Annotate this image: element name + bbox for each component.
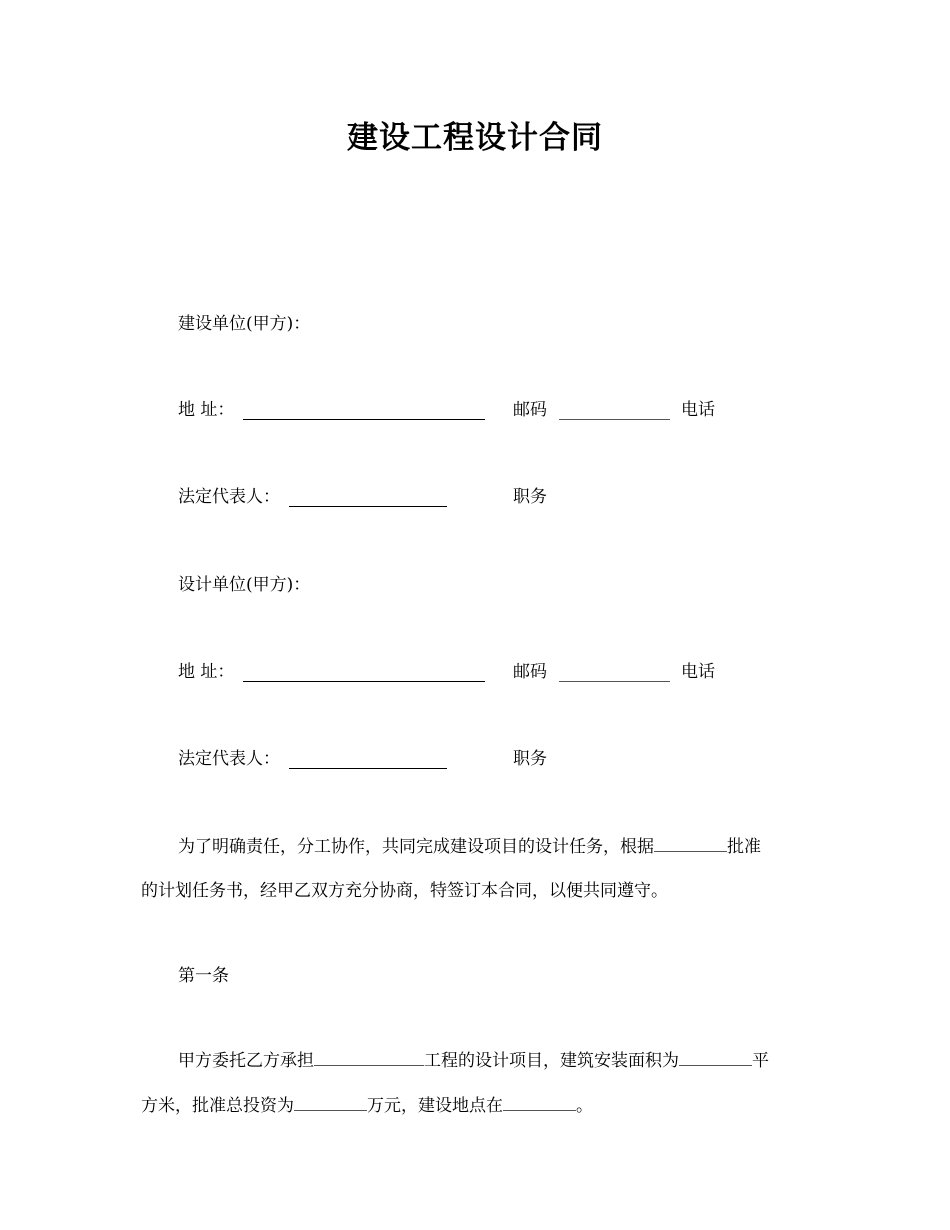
party-a-address-field[interactable] xyxy=(243,403,485,420)
preamble-line-2: 的计划任务书，经甲乙双方充分协商，特签订本合同，以便共同遵守。 xyxy=(141,881,668,901)
party-b-position-label: 职务 xyxy=(513,749,547,769)
party-a-position-label: 职务 xyxy=(513,487,547,507)
party-a-legal-rep-label: 法定代表人： xyxy=(178,487,280,507)
article-1-line-2 xyxy=(141,1094,593,1118)
party-b-address-label: 地 址： xyxy=(178,662,235,682)
total-investment-field[interactable] xyxy=(294,1094,367,1111)
construction-site-field[interactable] xyxy=(503,1094,576,1111)
preamble-line-1 xyxy=(178,835,761,859)
article-1-text-1c: 平 xyxy=(752,1051,769,1071)
party-b-legal-rep-field[interactable] xyxy=(289,752,447,769)
party-b-postcode-label: 邮码 xyxy=(513,662,547,682)
article-1-text-1b: 工程的设计项目，建筑安装面积为 xyxy=(424,1051,679,1071)
article-1-heading: 第一条 xyxy=(178,966,229,986)
party-b-heading: 设计单位(甲方)： xyxy=(178,575,311,595)
document-title: 建设工程设计合同 xyxy=(347,120,603,156)
article-1-text-2a: 方米，批准总投资为 xyxy=(141,1096,294,1116)
party-a-postcode-label: 邮码 xyxy=(513,400,547,420)
party-b-phone-label: 电话 xyxy=(681,662,715,682)
preamble-text-1a: 为了明确责任，分工协作，共同完成建设项目的设计任务，根据 xyxy=(178,837,654,857)
party-b-address-field[interactable] xyxy=(243,665,485,682)
building-area-field[interactable] xyxy=(679,1049,752,1066)
party-a-legal-rep-field[interactable] xyxy=(289,490,447,507)
party-a-address-label: 地 址： xyxy=(178,400,235,420)
article-1-text-2c: 。 xyxy=(576,1096,593,1116)
party-a-address-row xyxy=(178,398,234,422)
party-b-postcode-field[interactable] xyxy=(559,665,670,682)
party-a-heading: 建设单位(甲方)： xyxy=(178,314,311,334)
article-1-text-2b: 万元，建设地点在 xyxy=(367,1096,503,1116)
preamble-text-1b: 批准 xyxy=(727,837,761,857)
party-b-legal-rep-label: 法定代表人： xyxy=(178,749,280,769)
article-1-text-1a: 甲方委托乙方承担 xyxy=(178,1051,314,1071)
party-a-phone-label: 电话 xyxy=(681,400,715,420)
article-1-line-1 xyxy=(178,1049,769,1073)
project-name-field[interactable] xyxy=(314,1049,424,1066)
approval-authority-field[interactable] xyxy=(654,835,727,852)
party-a-postcode-field[interactable] xyxy=(559,403,670,420)
